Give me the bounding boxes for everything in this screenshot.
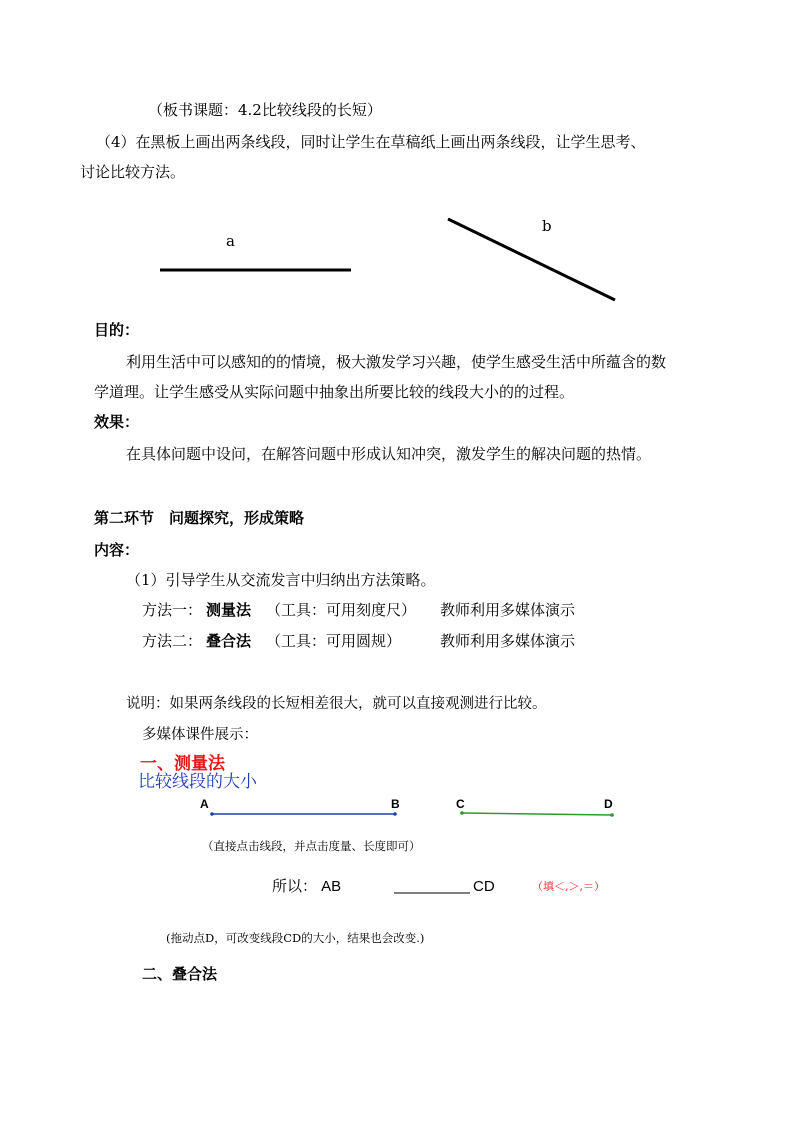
method2-name: 叠合法 bbox=[206, 632, 252, 650]
point-a-dot[interactable] bbox=[210, 812, 214, 816]
purpose-line2: 学道理。让学生感受从实际问题中抽象出所要比较的线段大小的的过程。 bbox=[94, 383, 575, 401]
label-b: b bbox=[542, 217, 552, 235]
step4-text-line1: （4）在黑板上画出两条线段，同时让学生在草稿纸上画出两条线段，让学生思考、 bbox=[96, 133, 646, 151]
method2-prefix: 方法二： bbox=[142, 632, 203, 650]
item1-text: （1）引导学生从交流发言中归纳出方法策略。 bbox=[126, 571, 436, 589]
point-d-label: D bbox=[604, 797, 613, 811]
purpose-line1: 利用生活中可以感知的的情境，极大激发学习兴趣，使学生感受生活中所蕴含的数 bbox=[126, 353, 667, 371]
slide-title: 一、测量法 bbox=[140, 754, 225, 774]
point-a-label: A bbox=[200, 797, 209, 811]
conclusion-suffix: CD bbox=[473, 878, 495, 895]
method1-prefix: 方法一： bbox=[142, 601, 203, 619]
method1-tool: （工具：可用刻度尺） bbox=[266, 601, 417, 619]
point-c-dot[interactable] bbox=[460, 811, 464, 815]
content-heading: 内容： bbox=[94, 541, 140, 559]
method1-name: 测量法 bbox=[206, 601, 252, 619]
segment-b bbox=[448, 219, 615, 300]
segment-cd[interactable] bbox=[462, 813, 612, 815]
method2-demo: 教师利用多媒体演示 bbox=[440, 632, 576, 650]
step4-text-line2: 讨论比较方法。 bbox=[80, 163, 186, 181]
section2-heading: 第二环节 问题探究，形成策略 bbox=[94, 509, 305, 527]
slide-subtitle: 比较线段的大小 bbox=[138, 772, 257, 791]
conclusion-prefix: 所以： AB bbox=[272, 878, 342, 895]
effect-line1: 在具体问题中设问，在解答问题中形成认知冲突，激发学生的解决问题的热情。 bbox=[126, 445, 652, 463]
method1-demo: 教师利用多媒体演示 bbox=[440, 601, 576, 619]
method2-tool: （工具：可用圆规） bbox=[266, 632, 402, 650]
point-b-label: B bbox=[391, 797, 400, 811]
next-section-heading: 二、叠合法 bbox=[142, 965, 218, 983]
slide-hint: （直接点击线段，并点击度量、长度即可） bbox=[202, 839, 421, 853]
point-d-dot[interactable] bbox=[610, 813, 614, 817]
point-b-dot[interactable] bbox=[393, 812, 397, 816]
label-a: a bbox=[226, 232, 235, 250]
fill-hint: （填＜,＞,＝） bbox=[532, 880, 605, 893]
point-c-label: C bbox=[456, 797, 465, 811]
purpose-heading: 目的： bbox=[94, 321, 140, 339]
effect-heading: 效果： bbox=[94, 413, 140, 431]
lesson-title: （板书课题：4.2比较线段的长短） bbox=[148, 101, 382, 119]
courseware-label: 多媒体课件展示： bbox=[142, 727, 258, 743]
drag-note: (拖动点D，可改变线段CD的大小，结果也会改变.) bbox=[166, 931, 425, 945]
note-text: 说明：如果两条线段的长短相差很大，就可以直接观测进行比较。 bbox=[126, 696, 547, 712]
